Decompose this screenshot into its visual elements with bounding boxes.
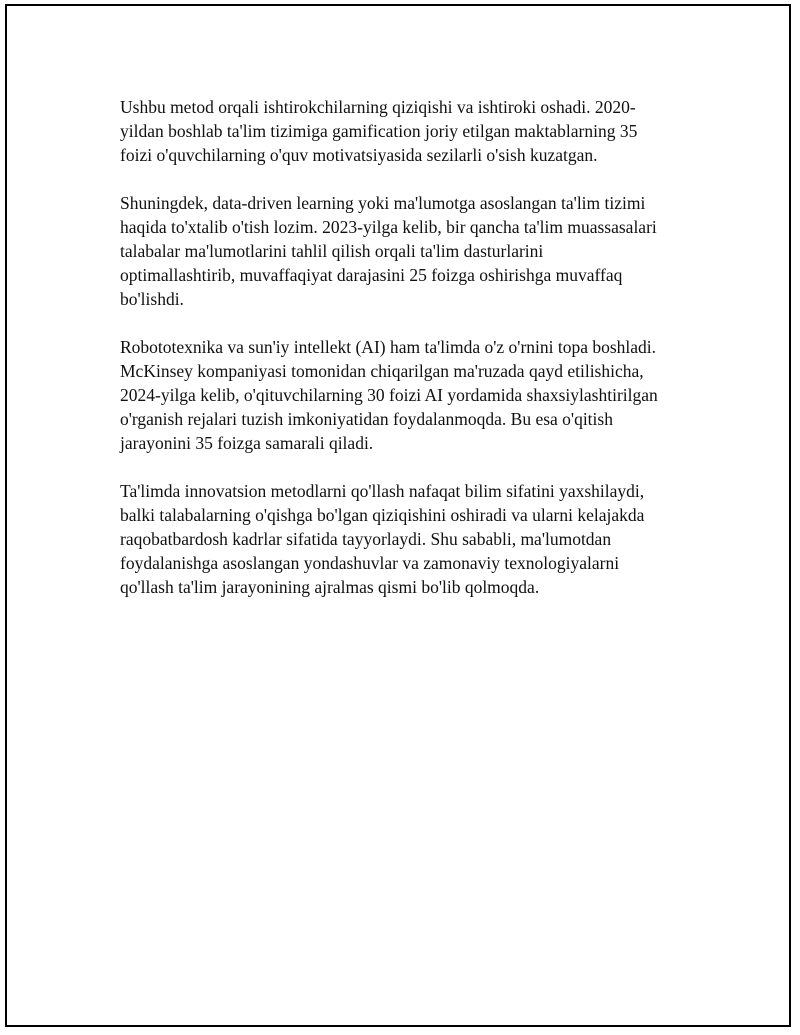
- text-line: jarayonini 35 foizga samarali qiladi.: [120, 433, 374, 453]
- text-line: qo'llash ta'lim jarayonining ajralmas qismi bo'lib qolmoqda.: [120, 577, 540, 597]
- text-line: Ta'limda innovatsion metodlarni qo'llash nafaqat bilim sifatini yaxshilaydi,: [120, 481, 645, 501]
- paragraph-data-driven-learning: [120, 191, 680, 311]
- text-line: o'rganish rejalari tuzish imkoniyatidan foydalanmoqda. Bu esa o'qitish: [120, 409, 613, 429]
- text-line: foizi o'quvchilarning o'quv motivatsiyasida sezilarli o'sish kuzatgan.: [120, 145, 598, 165]
- text-line: raqobatbardosh kadrlar sifatida tayyorlaydi. Shu sababli, ma'lumotdan: [120, 529, 612, 549]
- text-line: McKinsey kompaniyasi tomonidan chiqarilgan ma'ruzada qayd etilishicha,: [120, 361, 644, 381]
- paragraph-innovation-summary: [120, 479, 680, 599]
- text-line: Shuningdek, data-driven learning yoki ma'lumotga asoslangan ta'lim tizimi: [120, 193, 646, 213]
- paragraph-robotics-ai: [120, 335, 680, 455]
- text-line: 2024-yilga kelib, o'qituvchilarning 30 foizi AI yordamida shaxsiylashtirilgan: [120, 385, 658, 405]
- text-line: balki talabalarning o'qishga bo'lgan qiziqishini oshiradi va ularni kelajakda: [120, 505, 645, 525]
- text-line: talabalar ma'lumotlarini tahlil qilish orqali ta'lim dasturlarini: [120, 241, 544, 261]
- text-line: foydalanishga asoslangan yondashuvlar va zamonaviy texnologiyalarni: [120, 553, 620, 573]
- document-body: [120, 95, 680, 623]
- text-line: yildan boshlab ta'lim tizimiga gamification joriy etilgan maktablarning 35: [120, 121, 638, 141]
- text-line: optimallashtirib, muvaffaqiyat darajasini 25 foizga oshirishga muvaffaq: [120, 265, 623, 285]
- text-line: bo'lishdi.: [120, 289, 184, 309]
- text-line: Robototexnika va sun'iy intellekt (AI) ham ta'limda o'z o'rnini topa boshladi.: [120, 337, 657, 357]
- text-line: haqida to'xtalib o'tish lozim. 2023-yilga kelib, bir qancha ta'lim muassasalari: [120, 217, 657, 237]
- text-line: Ushbu metod orqali ishtirokchilarning qiziqishi va ishtiroki oshadi. 2020-: [120, 97, 636, 117]
- paragraph-gamification: [120, 95, 680, 167]
- document-page: [5, 4, 791, 1027]
